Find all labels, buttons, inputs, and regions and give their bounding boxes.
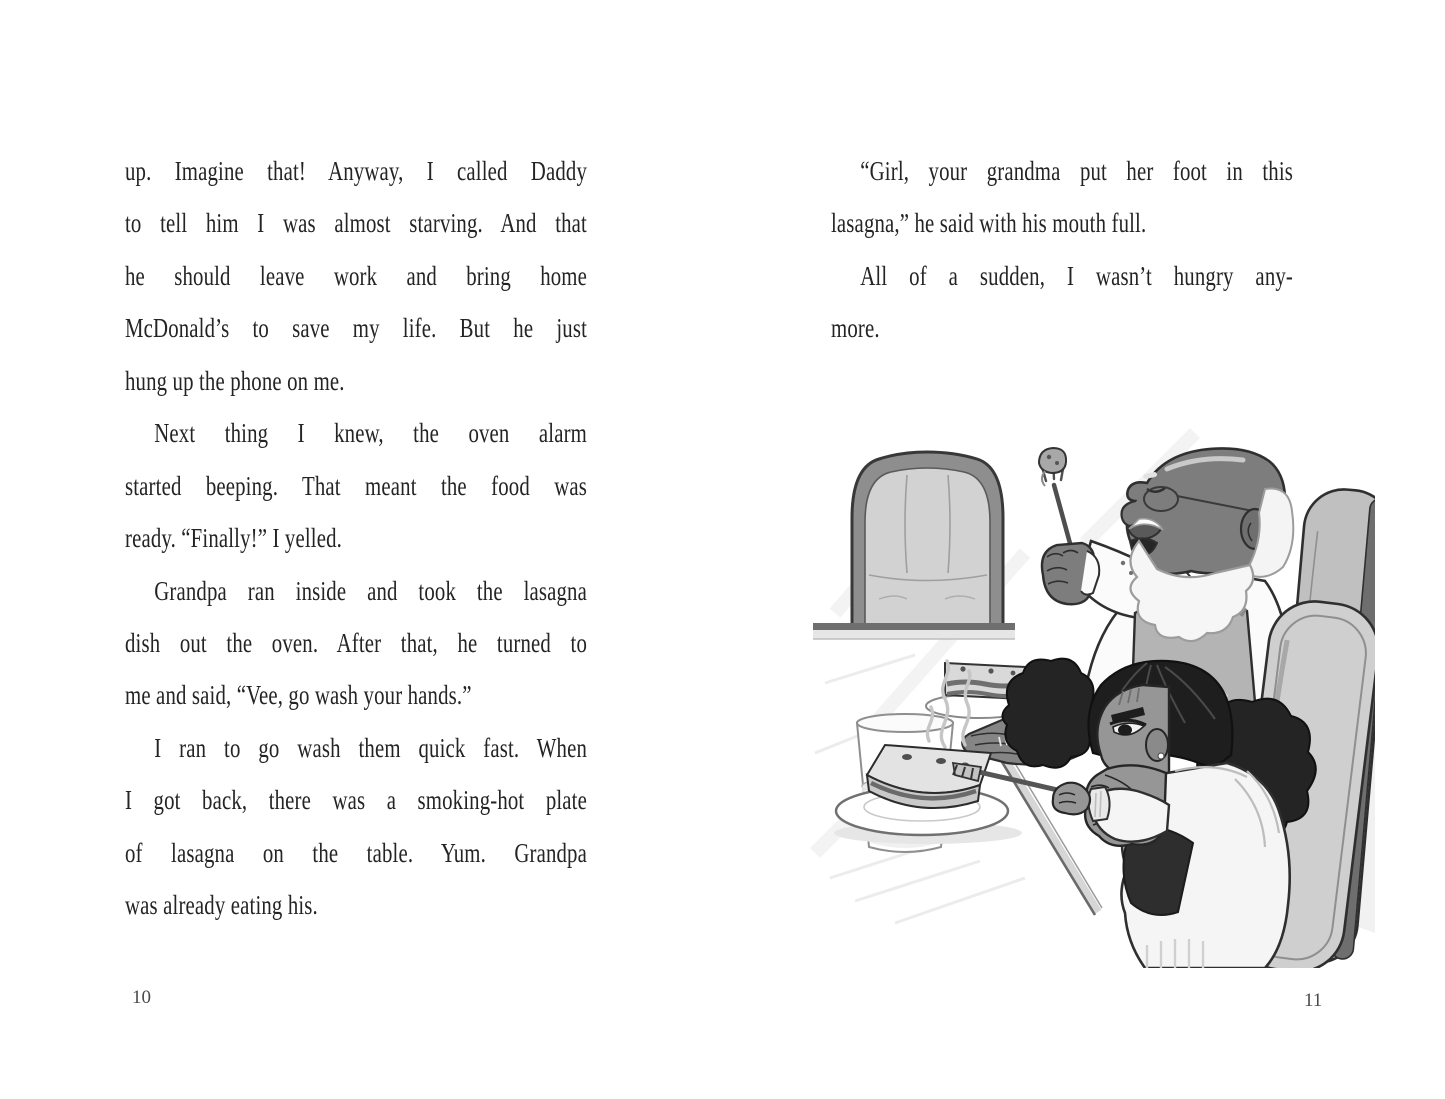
- text-line: Grandpa ran inside and took the lasagna: [154, 575, 587, 606]
- text-line: he should leave work and bring home: [125, 260, 587, 291]
- text-line: more.: [831, 313, 880, 344]
- illustration-grandpa-vee-dinner: [795, 423, 1375, 968]
- page-number-left: 10: [132, 987, 151, 1008]
- text-line: up. Imagine that! Anyway, I called Daddy: [125, 156, 587, 186]
- text-line: was already eating his.: [125, 890, 318, 921]
- text-line: McDonald’s to save my life. But he just: [125, 313, 587, 344]
- empty-chair: [852, 452, 1003, 626]
- text-line: lasagna,” he said with his mouth full.: [831, 208, 1147, 239]
- text-line: Next thing I knew, the oven alarm: [154, 418, 587, 449]
- text-line: I ran to go wash them quick fast. When: [154, 732, 587, 763]
- text-line: hung up the phone on me.: [125, 365, 345, 396]
- text-line: dish out the oven. After that, he turned to: [125, 627, 587, 658]
- text-line: me and said, “Vee, go wash your hands.”: [125, 680, 472, 711]
- text-line: to tell him I was almost starving. And that: [125, 208, 587, 239]
- left-page-text: [125, 145, 587, 932]
- text-line: of lasagna on the table. Yum. Grandpa: [125, 837, 587, 868]
- text-line: “Girl, your grandma put her foot in this: [860, 156, 1293, 186]
- text-line: I got back, there was a smoking-hot plate: [125, 785, 587, 816]
- right-page-text: [831, 145, 1293, 355]
- text-line: started beeping. That meant the food was: [125, 470, 587, 501]
- text-line: ready. “Finally!” I yelled.: [125, 523, 342, 554]
- text-line: All of a sudden, I wasn’t hungry any-: [860, 260, 1293, 291]
- page-number-right: 11: [1304, 990, 1323, 1011]
